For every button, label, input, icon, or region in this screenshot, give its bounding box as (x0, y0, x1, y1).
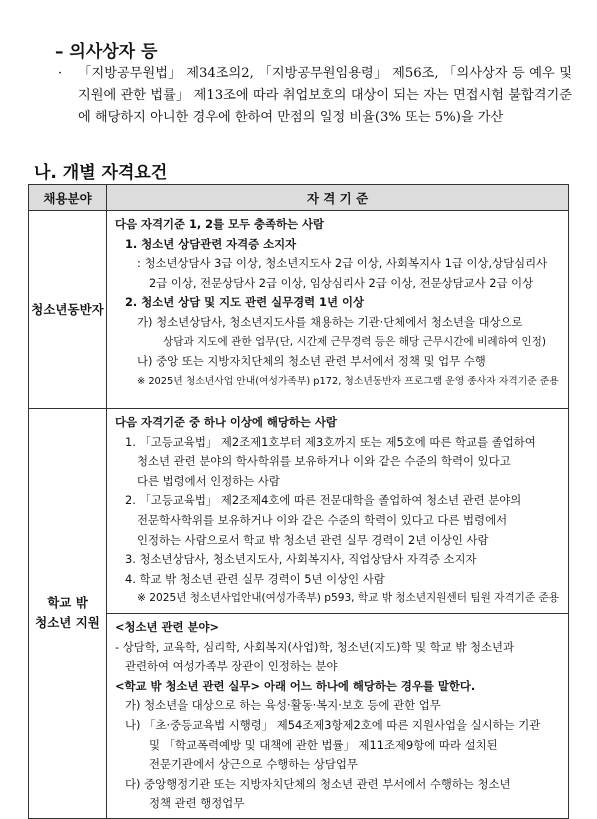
table-row (29, 211, 569, 409)
header-criteria: 자 격 기 준 (107, 185, 569, 211)
criteria-detail: 2급 이상, 전문상담사 2급 이상, 임상심리사 2급 이상, 전문상담교사 2급 이상 (149, 275, 534, 290)
field-label-line: 학교 밖 (47, 595, 88, 611)
definition-detail: 및 「학교폭력예방 및 대책에 관한 법률」 제11조제9항에 따라 설치된 (149, 737, 498, 752)
paragraph-text: 「지방공무원법」 제34조의2, 「지방공무원임용령」 제56조, 「의사상자 등 예우 및 지원에 관한 법률」 제13조에 따라 취업보호의 대상이 되는 자는 면접시험 불합격기준에 해당하지 아니한 경우에 한하여 만점의 일정 비율(3% 또는 5%)을 가산 (78, 66, 572, 125)
criteria-item: 3. 청소년상담사, 청소년지도사, 사회복지사, 직업상담사 자격증 소지자 (125, 552, 477, 567)
criteria-note: ※ 2025년 청소년사업 안내(여성가족부) p172, 청소년동반자 프로그램 운영 종사자 자격기준 준용 (137, 375, 559, 387)
table-header-row (29, 185, 569, 211)
definition-heading: <학교 밖 청소년 관련 실무> 아래 어느 하나에 해당하는 경우를 말한다. (115, 678, 476, 693)
definition-heading: <청소년 관련 분야> (115, 619, 220, 634)
criteria-note: ※ 2025년 청소년사업안내(여성가족부) p593, 학교 밖 청소년지원센터 팀원 자격기준 준용 (137, 592, 559, 605)
table-row (29, 409, 569, 614)
criteria-item: 1. 「고등교육법」 제2조제1호부터 제3호까지 또는 제5호에 따른 학교를 졸업하여 (125, 434, 536, 449)
definition-detail: 정책 관련 행정업무 (149, 796, 245, 811)
criteria-detail: 청소년 관련 분야의 학사학위를 보유하거나 이와 같은 수준의 학력이 있다고 (137, 454, 511, 469)
definition-detail: 나) 「초·중등교육법 시행령」 제54조제3항제2호에 따른 지원사업을 실시하는 기관 (125, 717, 541, 732)
definition-detail: 관련하여 여성가족부 장관이 인정하는 분야 (125, 659, 338, 674)
criteria-detail: 상담과 지도에 관한 업무(단, 시간제 근무경력 등은 해당 근무시간에 비례하여 인정) (163, 335, 547, 348)
criteria-item: 2. 「고등교육법」 제2조제4호에 따른 전문대학을 졸업하여 청소년 관련 분야의 (125, 493, 522, 508)
definition-detail: - 상담학, 교육학, 심리학, 사회복지(사업)학, 청소년(지도)학 및 학교 밖 청소년과 (115, 639, 515, 654)
definition-detail: 전문기관에서 상근으로 수행하는 상담업무 (149, 757, 358, 772)
bullet-dot: · (58, 66, 63, 81)
criteria-out-of-school-youth (107, 409, 569, 614)
criteria-youth-companion (107, 211, 569, 409)
definition-detail: 가) 청소년을 대상으로 하는 육성·활동·복지·보호 등에 관한 업무 (125, 698, 441, 713)
criteria-intro: 다음 자격기준 중 하나 이상에 해당하는 사람 (115, 415, 337, 429)
criteria-item: 4. 학교 밖 청소년 관련 실무 경력이 5년 이상인 사람 (125, 571, 385, 586)
header-field: 채용분야 (29, 185, 107, 211)
criteria-detail: 나) 중앙 또는 지방자치단체의 청소년 관련 부서에서 정책 및 업무 수행 (137, 354, 486, 369)
field-label-line: 청소년 지원 (35, 615, 100, 631)
criteria-detail: 가) 청소년상담사, 청소년지도사를 채용하는 기관·단체에서 청소년을 대상으로 (137, 314, 523, 329)
field-youth-companion: 청소년동반자 (29, 211, 107, 409)
section-title: – 의사상자 등 (55, 42, 158, 62)
bonus-points-paragraph (56, 63, 572, 129)
criteria-item: 2. 청소년 상담 및 지도 관련 실무경력 1년 이상 (125, 295, 364, 310)
criteria-detail: 다른 법령에서 인정하는 사람 (137, 473, 280, 488)
criteria-intro: 다음 자격기준 1, 2를 모두 충족하는 사람 (115, 217, 325, 231)
criteria-detail: 인정하는 사람으로서 학교 밖 청소년 관련 실무 경력이 2년 이상인 사람 (137, 532, 489, 547)
table-row (29, 613, 569, 818)
criteria-detail: : 청소년상담사 3급 이상, 청소년지도사 2급 이상, 사회복지사 1급 이상,상담심리사 (137, 256, 548, 271)
criteria-item: 1. 청소년 상담관련 자격증 소지자 (125, 236, 297, 251)
criteria-detail: 전문학사학위를 보유하거나 이와 같은 수준의 학력이 있다고 다른 법령에서 (137, 512, 508, 527)
subsection-title: 나. 개별 자격요건 (34, 163, 168, 183)
qualification-table (28, 184, 569, 819)
definition-detail: 다) 중앙행정기관 또는 지방자치단체의 청소년 관련 부서에서 수행하는 청소년 (125, 776, 511, 791)
criteria-definitions (107, 613, 569, 818)
field-out-of-school-youth (29, 409, 107, 819)
